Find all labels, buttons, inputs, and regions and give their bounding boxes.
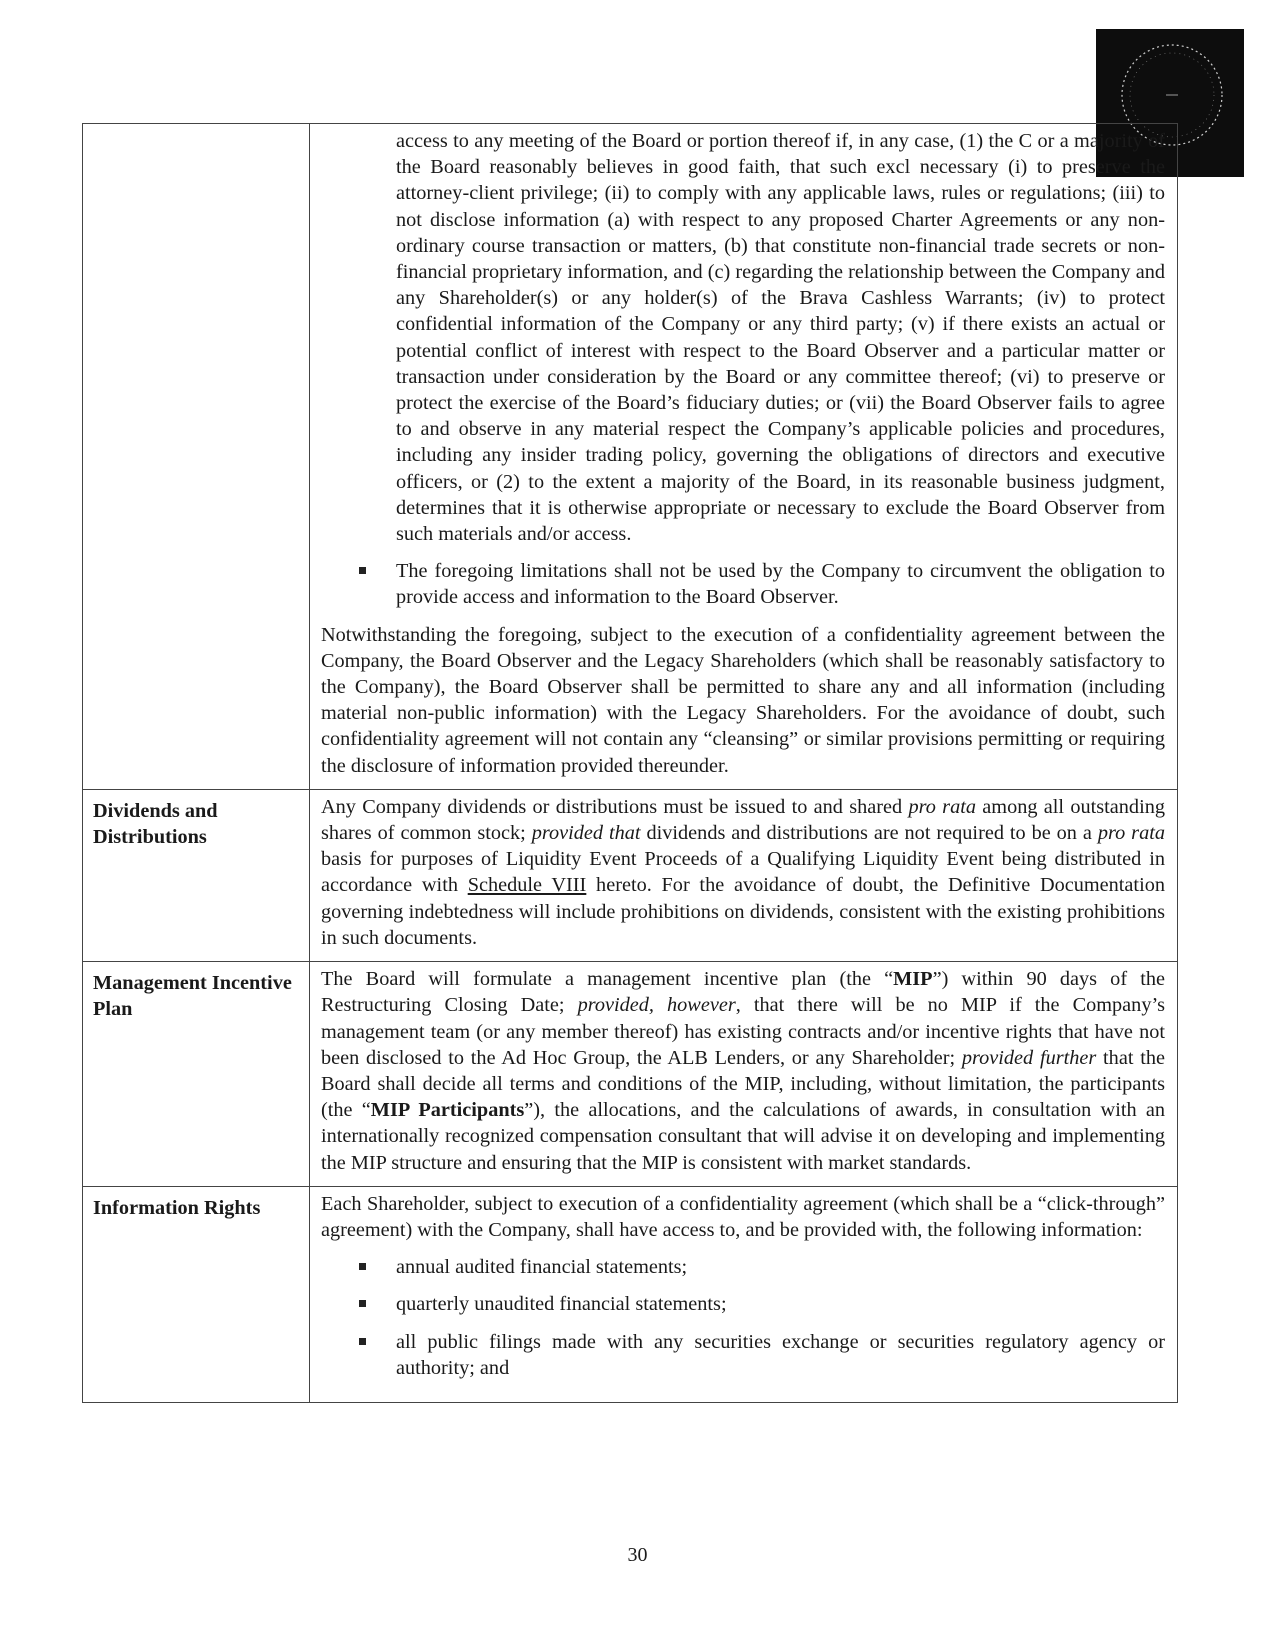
row-label [83, 124, 310, 790]
body-paragraph: The Board will formulate a management incentive plan (the “MIP”) within 90 days of the Restructuring Closing Date; provided, however, that there will be no MIP if the Company’s management team (or any member thereof) has existing contracts and/or incentive rights that have not been disclosed to the Ad Hoc Group, the ALB Lenders, or any Shareholder; provided further that the Board shall decide all terms and conditions of the MIP, including, without limitation, the participants (the “MIP Participants”), the allocations, and the calculations of awards, in consultation with an internationally recognized compensation consultant that will advise it on developing and implementing the MIP structure and ensuring that the MIP is consistent with market standards. [321, 968, 1166, 1174]
square-bullet-icon [359, 1338, 366, 1345]
table-row [83, 789, 1178, 961]
bullet-list [321, 1254, 1165, 1381]
square-bullet-icon [359, 1263, 366, 1270]
list-item: annual audited financial statements; [321, 1254, 1165, 1280]
body-paragraph: Any Company dividends or distributions must be issued to and shared pro rata among all outstanding shares of common stock; provided that dividends and distributions are not required to be on a pro rata basis for purposes of Liquidity Event Proceeds of a Qualifying Liquidity Event being distributed in accordance with Schedule VIII hereto. For the avoidance of doubt, the Definitive Documentation governing indebtedness will include prohibitions on dividends, consistent with the existing prohibitions in such documents. [321, 795, 1165, 949]
page-number: 30 [627, 1544, 648, 1566]
schedule-reference: Schedule VIII [467, 874, 587, 897]
term-sheet-table [82, 123, 1178, 1403]
body-paragraph: Each Shareholder, subject to execution of a confidentiality agreement (which shall be a “click-through” agreement) with the Company, shall have access to, and be provided with, the following information: [321, 1192, 1165, 1241]
table-row [83, 124, 1178, 790]
list-item: all public filings made with any securities exchange or securities regulatory agency or authority; and [321, 1329, 1165, 1381]
row-body [310, 962, 1178, 1187]
row-label-mip: Management Incentive Plan [83, 962, 310, 1187]
body-paragraph: Notwithstanding the foregoing, subject to the execution of a confidentiality agreement between the Company, the Board Observer and the Legacy Shareholders (which shall be reasonably satisfactory to the Company), the Board Observer shall be permitted to share any and all information (including material non-public information) with the Legacy Shareholders. For the avoidance of doubt, such confidentiality agreement will not contain any “cleansing” or similar provisions permitting or requiring the disclosure of information provided thereunder. [321, 623, 1165, 777]
row-body [310, 124, 1178, 790]
row-label-information-rights: Information Rights [83, 1186, 310, 1402]
list-item: quarterly unaudited financial statements; [321, 1291, 1165, 1317]
list-item: The foregoing limitations shall not be used by the Company to circumvent the obligation to provide access and information to the Board Observer. [321, 558, 1165, 610]
continued-paragraph: access to any meeting of the Board or portion thereof if, in any case, (1) the C or a majority of the Board reasonably believes in good faith, that such excl necessary (i) to preserve the attorney-client privilege; (ii) to comply with any applicable laws, rules or regulations; (iii) to not disclose information (a) with respect to any proposed Charter Agreements or any non-ordinary course transaction or matters, (b) that constitute non-financial trade secrets or non-financial proprietary information, and (c) regarding the relationship between the Company and any Shareholder(s) or any holder(s) of the Brava Cashless Warrants; (iv) to protect confidential information of the Company or any third party; (v) if there exists an actual or potential conflict of interest with respect to the Board Observer and a particular matter or transaction under consideration by the Board or any committee thereof; (vi) to preserve or protect the exercise of the Board’s fiduciary duties; or (vii) the Board Observer fails to agree to and observe in any material respect the Company’s applicable policies and procedures, including any insider trading policy, governing the obligations of directors and executive officers, or (2) to the extent a majority of the Board, in its reasonable business judgment, determines that it is otherwise appropriate or necessary to exclude the Board Observer from such materials and/or access. [396, 130, 1165, 546]
table-row [83, 1186, 1178, 1402]
table-row [83, 962, 1178, 1187]
square-bullet-icon [359, 567, 366, 574]
row-label-dividends: Dividends and Distributions [83, 789, 310, 961]
row-body [310, 1186, 1178, 1402]
bullet-list [321, 558, 1165, 610]
row-body [310, 789, 1178, 961]
square-bullet-icon [359, 1300, 366, 1307]
